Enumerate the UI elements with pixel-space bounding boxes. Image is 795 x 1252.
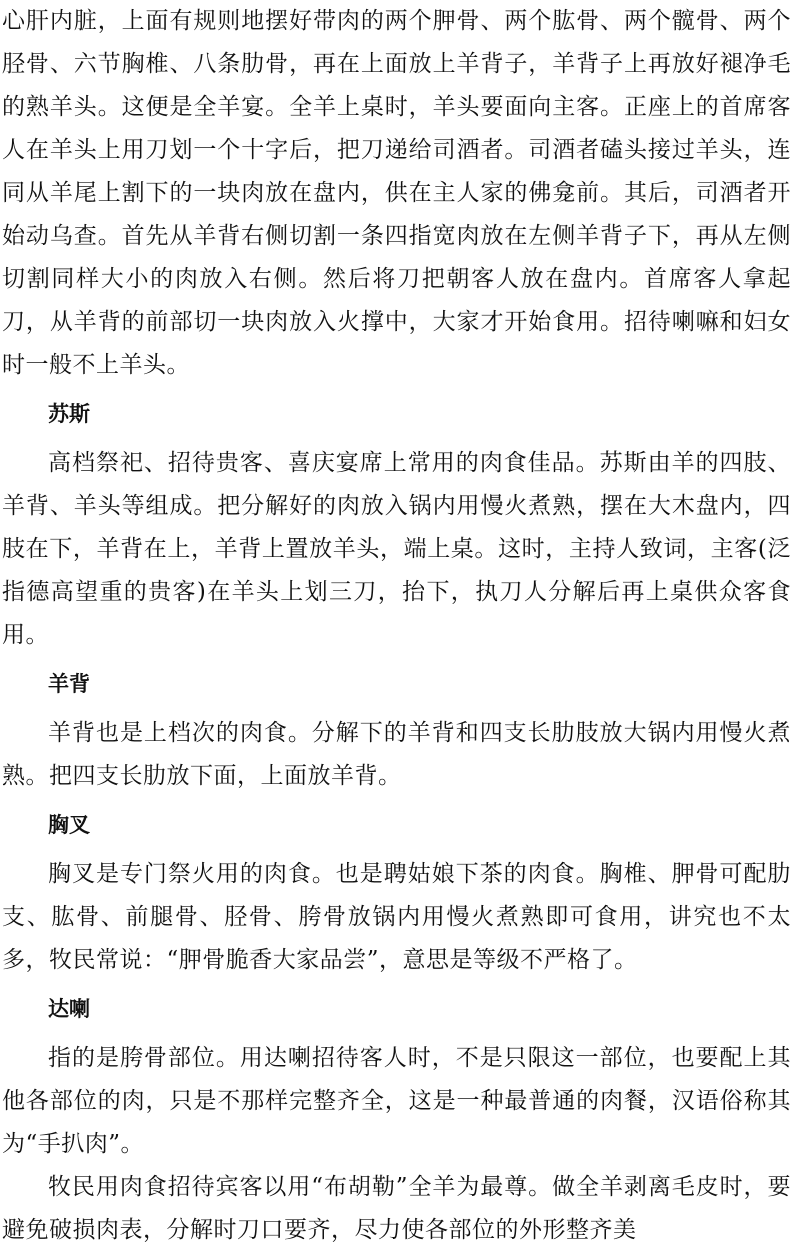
paragraph-yangbei: 羊背也是上档次的肉食。分解下的羊背和四支长肋肢放大锅内用慢火煮熟。把四支长肋放下面，上面放羊背。 — [2, 720, 791, 789]
section-heading-dala: 达喇 — [48, 997, 90, 1021]
section-heading-yangbei: 羊背 — [48, 672, 90, 696]
paragraph-susi: 高档祭祀、招待贵客、喜庆宴席上常用的肉食佳品。苏斯由羊的四肢、羊背、羊头等组成。把分解好的肉放入锅内用慢火煮熟，摆在大木盘内，四肢在下，羊背在上，羊背上置放羊头，端上桌。这时，主持人致词，主客(泛指德高望重的贵客)在羊头上划三刀，抬下，执刀人分解后再上桌供众客食用。 — [2, 450, 791, 648]
paragraph-dala: 指的是胯骨部位。用达喇招待客人时，不是只限这一部位，也要配上其他各部位的肉，只是不那样完整齐全，这是一种最普通的肉餐，汉语俗称其为“手扒肉”。 — [2, 1045, 791, 1157]
paragraph-buhule: 牧民用肉食招待宾客以用“布胡勒”全羊为最尊。做全羊剥离毛皮时，要避免破损肉表，分解时刀口要齐，尽力使各部位的外形整齐美 — [2, 1174, 791, 1243]
paragraph-whole-sheep-feast: 心肝内脏，上面有规则地摆好带肉的两个胛骨、两个肱骨、两个髋骨、两个胫骨、六节胸椎、八条肋骨，再在上面放上羊背子，羊背子上再放好褪净毛的熟羊头。这便是全羊宴。全羊上桌时，羊头要面向主客。正座上的首席客人在羊头上用刀划一个十字后，把刀递给司酒者。司酒者磕头接过羊头，连同从羊尾上割下的一块肉放在盘内，供在主人家的佛龛前。其后，司酒者开始动乌查。首先从羊背右侧切割一条四指宽肉放在左侧羊背子下，再从左侧切割同样大小的肉放入右侧。然后将刀把朝客人放在盘内。首席客人拿起刀，从羊背的前部切一块肉放入火撑中，大家才开始食用。招待喇嘛和妇女时一般不上羊头。 — [2, 8, 791, 378]
section-heading-xiongcha: 胸叉 — [48, 813, 90, 837]
paragraph-xiongcha: 胸叉是专门祭火用的肉食。也是聘姑娘下茶的肉食。胸椎、胛骨可配肋支、肱骨、前腿骨、胫骨、胯骨放锅内用慢火煮熟即可食用，讲究也不太多，牧民常说：“胛骨脆香大家品尝”，意思是等级不严格了。 — [2, 861, 791, 973]
section-heading-susi: 苏斯 — [48, 402, 90, 426]
